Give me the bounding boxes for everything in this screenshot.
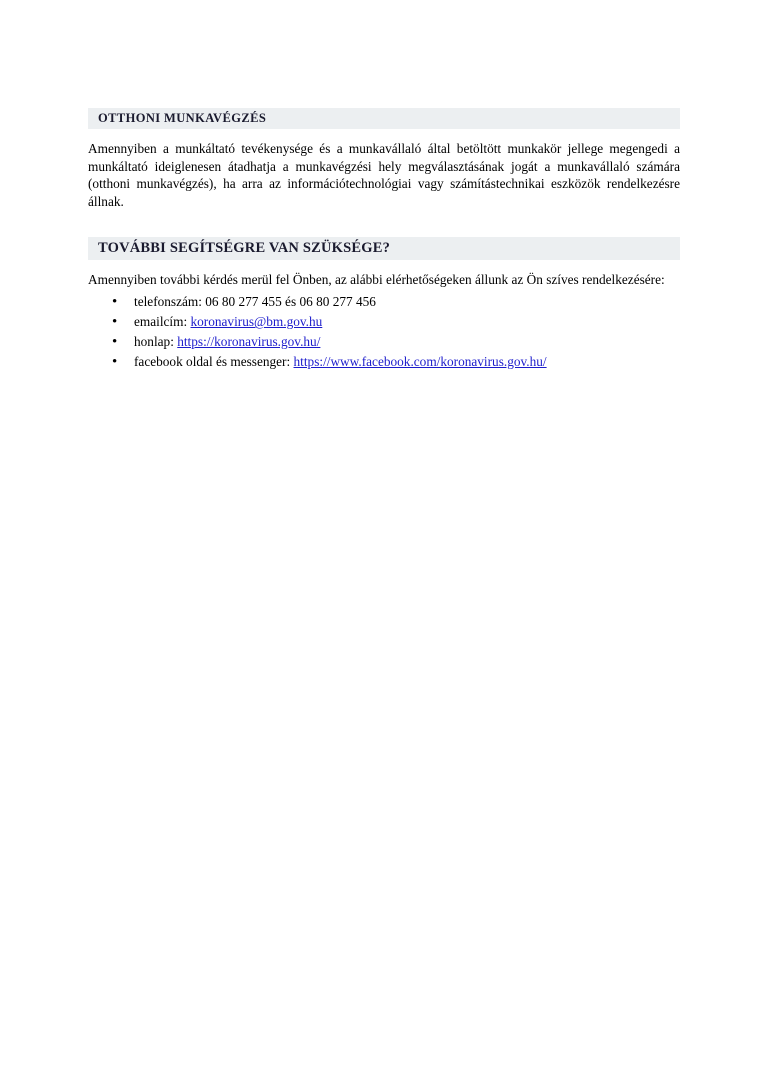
contact-link-email[interactable]: koronavirus@bm.gov.hu xyxy=(190,314,323,330)
list-item xyxy=(134,352,680,372)
contact-value-phone: 06 80 277 455 és 06 80 277 456 xyxy=(205,294,376,310)
contact-label-email: emailcím: xyxy=(134,314,191,330)
contact-link-website[interactable]: https://koronavirus.gov.hu/ xyxy=(177,333,321,349)
list-item xyxy=(134,332,680,352)
contact-list xyxy=(88,292,680,371)
section-spacer xyxy=(88,211,680,237)
contact-label-phone: telefonszám: xyxy=(134,294,206,310)
contact-label-facebook: facebook oldal és messenger: xyxy=(134,353,294,369)
list-item xyxy=(134,292,680,312)
contact-link-facebook[interactable]: https://www.facebook.com/koronavirus.gov.hu/ xyxy=(293,353,547,369)
section-paragraph-help: Amennyiben további kérdés merül fel Önben, az alábbi elérhetőségeken állunk az Ön szíves rendelkezésére: xyxy=(88,271,665,287)
contact-label-website: honlap: xyxy=(134,333,178,349)
section-heading-home-office: OTTHONI MUNKAVÉGZÉS xyxy=(88,108,680,129)
document-content xyxy=(88,108,680,372)
list-item xyxy=(134,312,680,332)
section-paragraph-home-office: Amennyiben a munkáltató tevékenysége és a munkavállaló által betöltött munkakör jellege megengedi a munkáltató ideiglenesen átadhatja a munkavégzési hely megválasztásának jogát a munkavállaló számára (otthoni munkavégzés), ha arra az információtechnológiai vagy számítástechnikai eszközök rendelkezésre állnak. xyxy=(88,141,680,210)
section-heading-help: TOVÁBBI SEGÍTSÉGRE VAN SZÜKSÉGE? xyxy=(88,237,680,260)
